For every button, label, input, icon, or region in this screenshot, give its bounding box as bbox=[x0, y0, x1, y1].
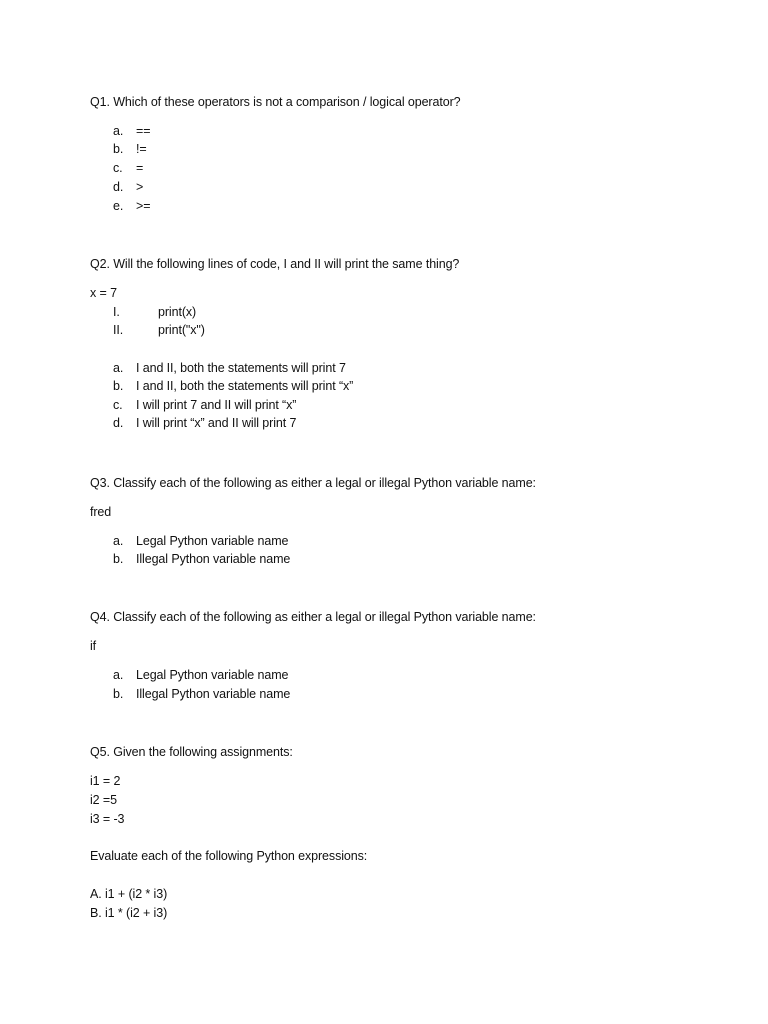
q1-option-text: != bbox=[136, 142, 147, 156]
q1-option-marker: b. bbox=[113, 142, 124, 156]
q4-question: Q4. Classify each of the following as either a legal or illegal Python variable name: bbox=[90, 610, 536, 624]
q3-option-text: Illegal Python variable name bbox=[136, 552, 291, 566]
q3-question: Q3. Classify each of the following as either a legal or illegal Python variable name: bbox=[90, 476, 536, 490]
q5-expression: B. i1 * (i2 + i3) bbox=[90, 906, 168, 920]
q5-assignment: i3 = -3 bbox=[90, 812, 125, 826]
q1-option-text: > bbox=[136, 180, 144, 194]
q3-option-text: Legal Python variable name bbox=[136, 534, 289, 548]
q2-option-text: I will print 7 and II will print “x” bbox=[136, 398, 297, 412]
q5-instruction: Evaluate each of the following Python expressions: bbox=[90, 849, 368, 863]
q2-code-line: x = 7 bbox=[90, 286, 117, 300]
q1-option-text: == bbox=[136, 124, 151, 138]
q3-option-marker: b. bbox=[113, 552, 124, 566]
q1-question: Q1. Which of these operators is not a comparison / logical operator? bbox=[90, 95, 461, 109]
q1-option-marker: d. bbox=[113, 180, 124, 194]
q2-option-text: I and II, both the statements will print 7 bbox=[136, 361, 346, 375]
q2-statement-marker: II. bbox=[113, 323, 124, 337]
q3-option-marker: a. bbox=[113, 534, 124, 548]
q5-expression: A. i1 + (i2 * i3) bbox=[90, 887, 168, 901]
q4-term: if bbox=[90, 639, 97, 653]
q1-option-text: >= bbox=[136, 199, 151, 213]
q2-question: Q2. Will the following lines of code, I and II will print the same thing? bbox=[90, 257, 460, 271]
q2-statement-code: print(x) bbox=[158, 305, 197, 319]
q5-assignment: i1 = 2 bbox=[90, 774, 121, 788]
q2-option-marker: d. bbox=[113, 416, 124, 430]
q4-option-text: Legal Python variable name bbox=[136, 668, 289, 682]
q1-option-text: = bbox=[136, 161, 144, 175]
q2-statement-marker: I. bbox=[113, 305, 120, 319]
q2-option-marker: b. bbox=[113, 379, 124, 393]
q4-option-text: Illegal Python variable name bbox=[136, 687, 291, 701]
q5-question: Q5. Given the following assignments: bbox=[90, 745, 293, 759]
q2-option-text: I and II, both the statements will print “x” bbox=[136, 379, 354, 393]
q2-statement-code: print("x") bbox=[158, 323, 205, 337]
q4-option-marker: b. bbox=[113, 687, 124, 701]
q5-assignment: i2 =5 bbox=[90, 793, 117, 807]
q1-option-marker: c. bbox=[113, 161, 123, 175]
q1-option-marker: e. bbox=[113, 199, 124, 213]
q4-option-marker: a. bbox=[113, 668, 124, 682]
q3-term: fred bbox=[90, 505, 112, 519]
q1-option-marker: a. bbox=[113, 124, 124, 138]
q2-option-marker: a. bbox=[113, 361, 124, 375]
q2-option-marker: c. bbox=[113, 398, 123, 412]
q2-option-text: I will print “x” and II will print 7 bbox=[136, 416, 297, 430]
